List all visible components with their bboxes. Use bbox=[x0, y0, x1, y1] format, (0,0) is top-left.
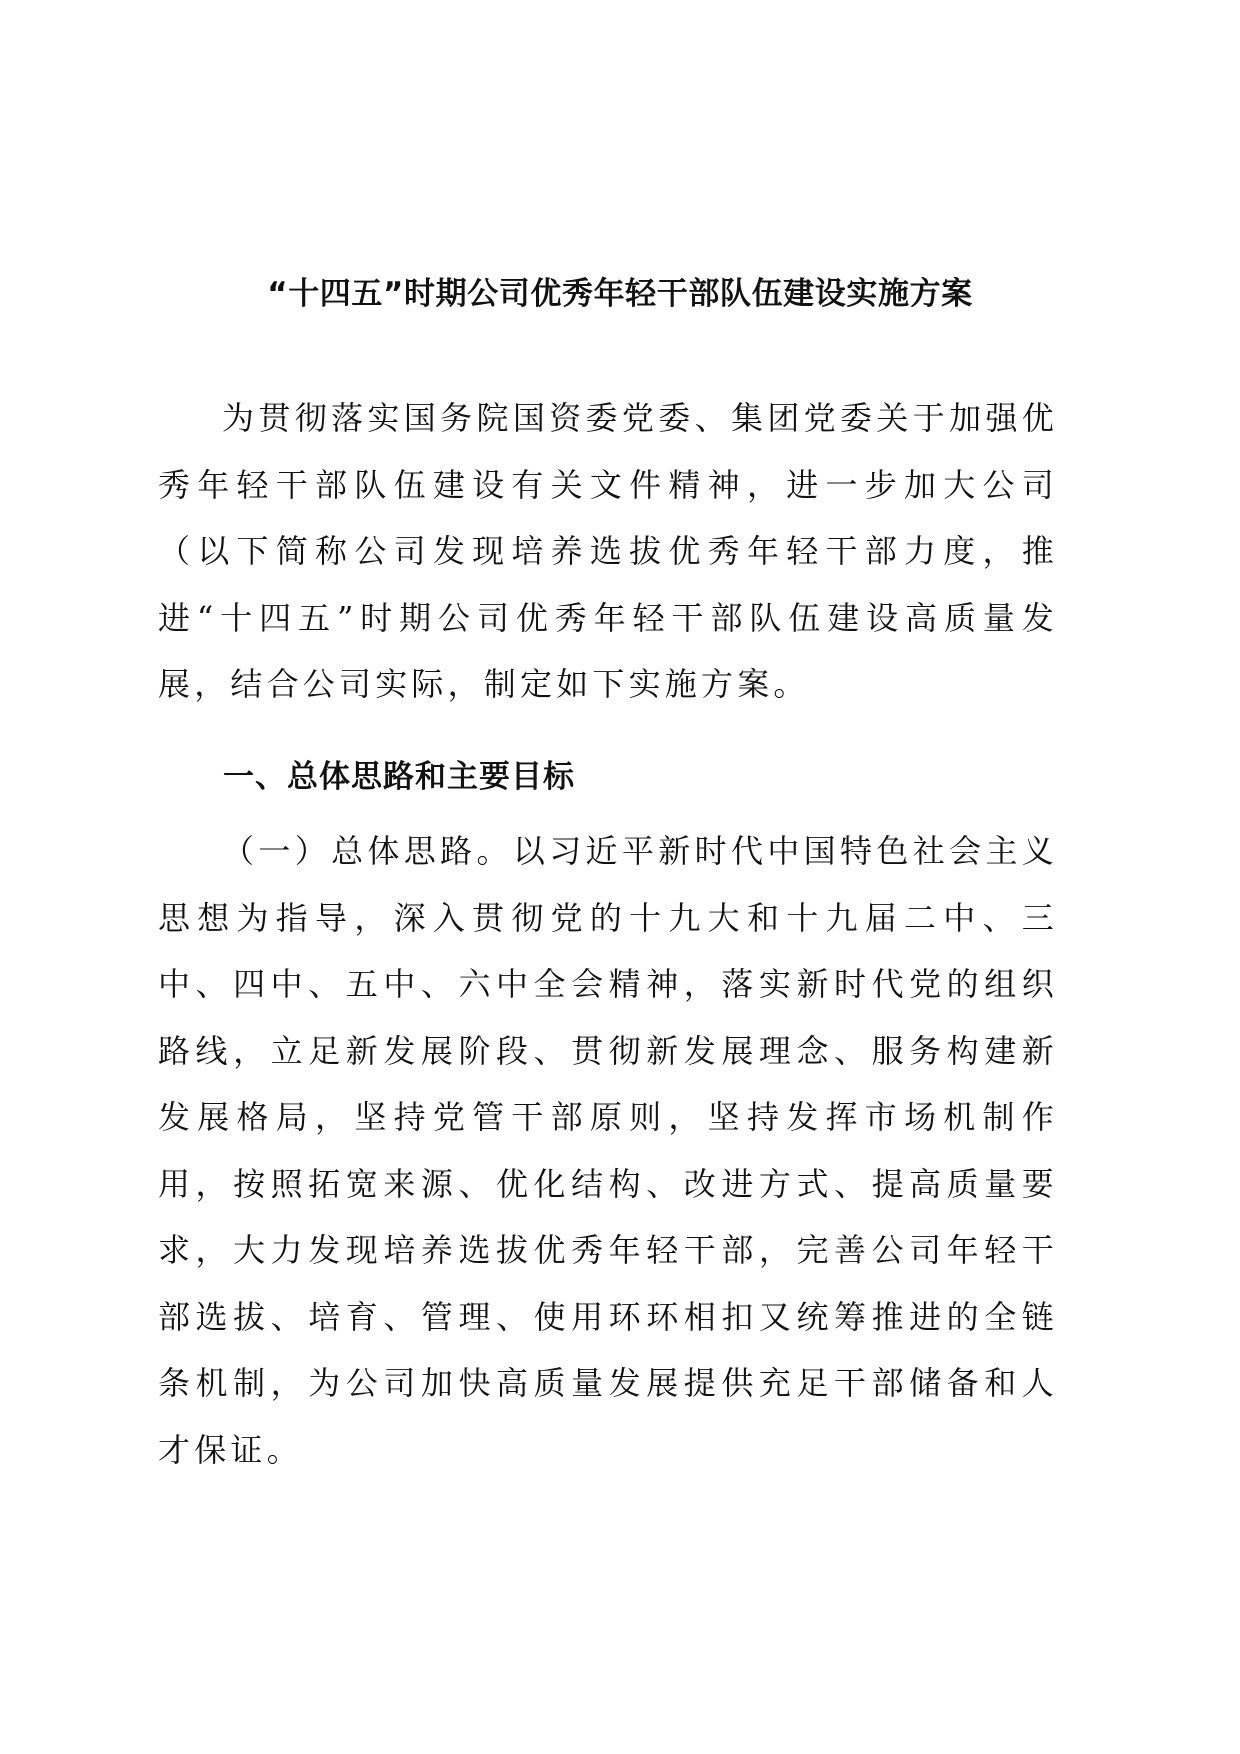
overall-approach-paragraph: （一）总体思路。以习近平新时代中国特色社会主义思想为指导，深入贯彻党的十九大和十九届二中、三中、四中、五中、六中全会精神，落实新时代党的组织路线，立足新发展阶段、贯彻新发展理念、服务构建新发展格局，坚持党管干部原则，坚持发挥市场机制作用，按照拓宽来源、优化结构、改进方式、提高质量要求，大力发现培养选拔优秀年轻干部，完善公司年轻干部选拔、培育、管理、使用环环相扣又统筹推进的全链条机制，为公司加快高质量发展提供充足干部储备和人才保证。 bbox=[158, 832, 1058, 1469]
section-heading-overall-approach: 一、总体思路和主要目标 bbox=[223, 759, 575, 795]
document-title: “十四五”时期公司优秀年轻干部队伍建设实施方案 bbox=[267, 276, 973, 312]
intro-paragraph: 为贯彻落实国务院国资委党委、集团党委关于加强优秀年轻干部队伍建设有关文件精神，进一步加大公司（以下简称公司发现培养选拔优秀年轻干部力度，推进“十四五”时期公司优秀年轻干部队伍建设高质量发展，结合公司实际，制定如下实施方案。 bbox=[158, 399, 1058, 703]
